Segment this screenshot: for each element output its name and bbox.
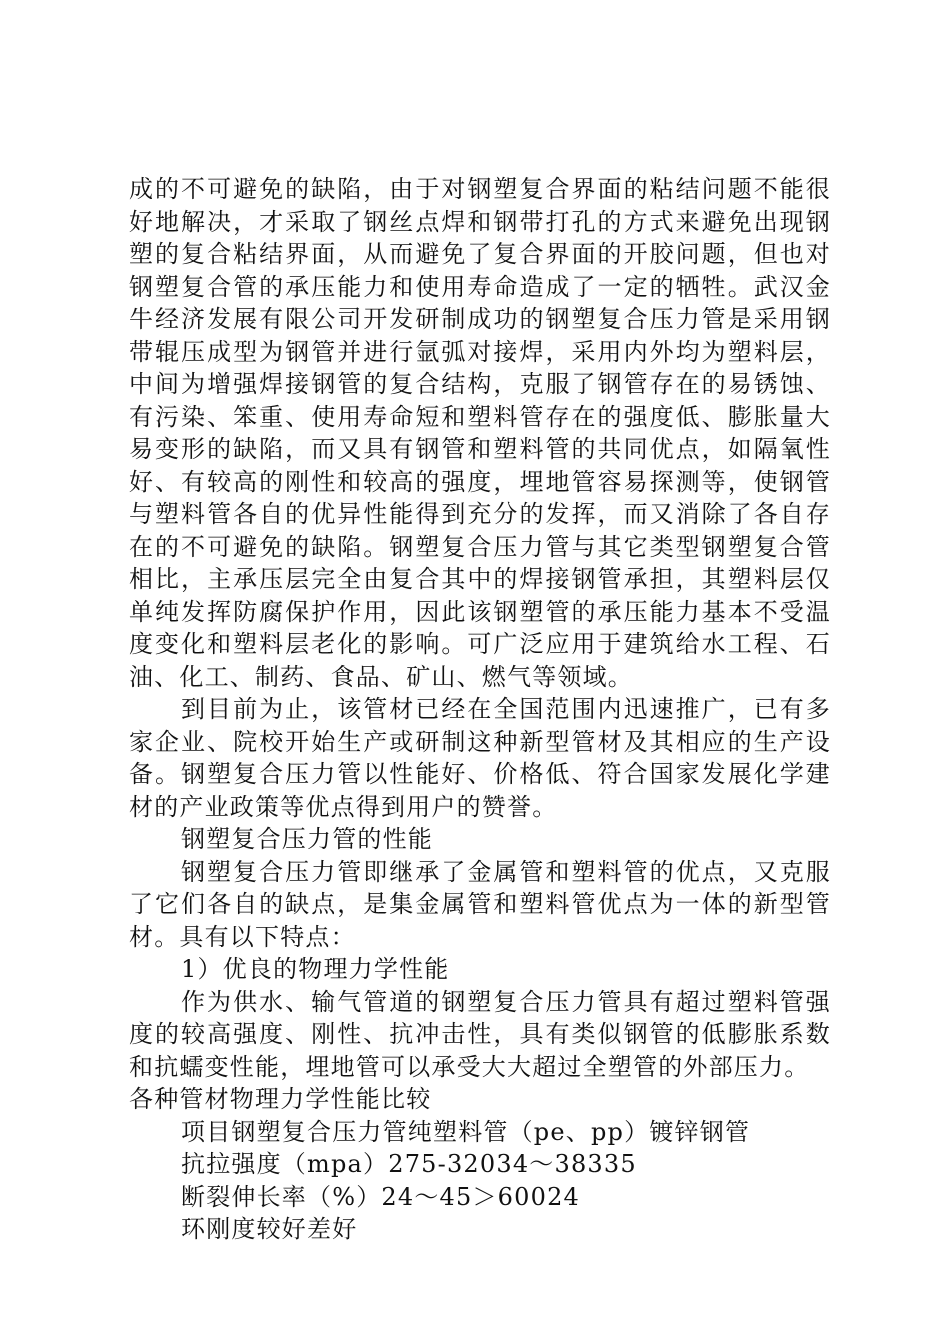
comparison-row-elongation: 断裂伸长率（%）24～45＞60024	[181, 1182, 581, 1211]
comparison-row-tensile-strength: 抗拉强度（mpa）275-32034～38335	[181, 1150, 637, 1178]
section-heading-performance: 钢塑复合压力管的性能	[181, 825, 433, 853]
comparison-row-header: 项目钢塑复合压力管纯塑料管（pe、pp）镀锌钢管	[181, 1117, 751, 1146]
comparison-row-ring-stiffness: 环刚度较好差好	[181, 1215, 358, 1243]
comparison-caption: 各种管材物理力学性能比较	[129, 1085, 432, 1113]
subheading-mechanical-properties: 1）优良的物理力学性能	[181, 955, 450, 983]
paragraph-performance-intro: 钢塑复合压力管即继承了金属管和塑料管的优点，又克服了它们各自的缺点，是集金属管和塑料管优点为一体的新型管材。具有以下特点：	[129, 857, 831, 951]
document-body	[129, 173, 831, 1246]
paragraph-mechanical-properties: 作为供水、输气管道的钢塑复合压力管具有超过塑料管强度的较高强度、刚性、抗冲击性，具有类似钢管的低膨胀系数和抗蠕变性能，埋地管可以承受大大超过全塑管的外部压力。	[129, 987, 831, 1081]
paragraph-promotion: 到目前为止，该管材已经在全国范围内迅速推广，已有多家企业、院校开始生产或研制这种新型管材及其相应的生产设备。钢塑复合压力管以性能好、价格低、符合国家发展化学建材的产业政策等优点得到用户的赞誉。	[129, 695, 831, 821]
paragraph-intro-continuation: 成的不可避免的缺陷，由于对钢塑复合界面的粘结问题不能很好地解决，才采取了钢丝点焊和钢带打孔的方式来避免出现钢塑的复合粘结界面，从而避免了复合界面的开胶问题，但也对钢塑复合管的承压能力和使用寿命造成了一定的牺牲。武汉金牛经济发展有限公司开发研制成功的钢塑复合压力管是采用钢带辊压成型为钢管并进行氩弧对接焊，采用内外均为塑料层，中间为增强焊接钢管的复合结构，克服了钢管存在的易锈蚀、有污染、笨重、使用寿命短和塑料管存在的强度低、膨胀量大易变形的缺陷，而又具有钢管和塑料管的共同优点，如隔氧性好、有较高的刚性和较高的强度，埋地管容易探测等，使钢管与塑料管各自的优异性能得到充分的发挥，而又消除了各自存在的不可避免的缺陷。钢塑复合压力管与其它类型钢塑复合管相比，主承压层完全由复合其中的焊接钢管承担，其塑料层仅单纯发挥防腐保护作用，因此该钢塑管的承压能力基本不受温度变化和塑料层老化的影响。可广泛应用于建筑给水工程、石油、化工、制药、食品、矿山、燃气等领域。	[129, 175, 831, 691]
